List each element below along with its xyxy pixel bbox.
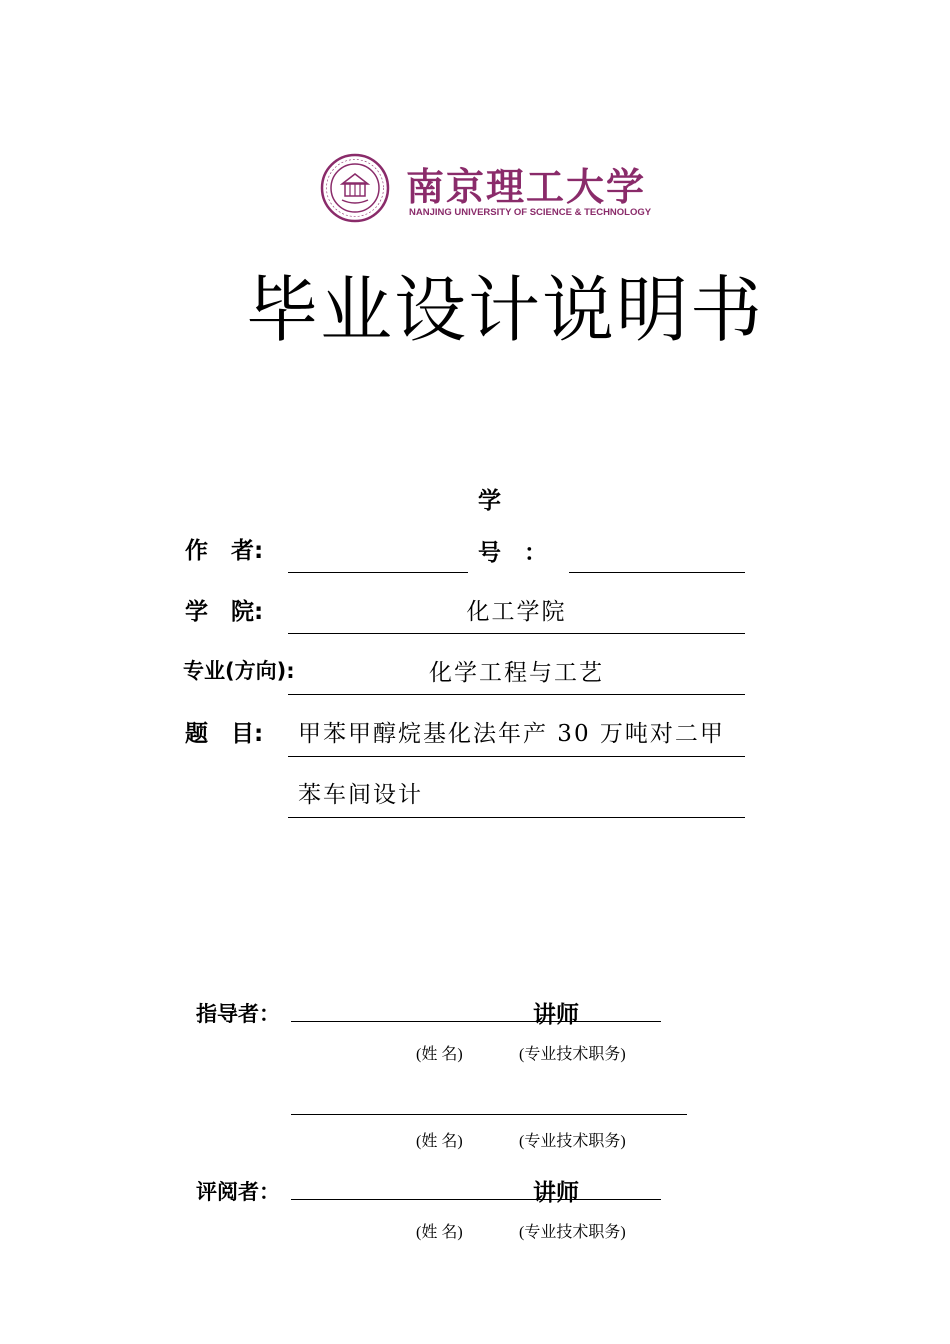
student-no-label-top: 学	[478, 488, 501, 514]
college-value: 化工学院	[466, 599, 567, 625]
student-no-label: 号 ：	[478, 540, 547, 566]
advisor-name-caption: (姓 名)	[416, 1046, 463, 1063]
advisor-title: 讲师	[533, 1002, 579, 1028]
advisor-title-caption: (专业技术职务)	[519, 1046, 626, 1063]
author-label: 作 者:	[185, 538, 264, 564]
topic-value-line2: 苯车间设计	[298, 782, 423, 808]
major-underline	[288, 694, 745, 695]
reviewer-title-caption: (专业技术职务)	[519, 1224, 626, 1241]
major-label: 专业(方向):	[183, 659, 295, 683]
topic-label: 题 目:	[185, 721, 264, 747]
second-title-caption: (专业技术职务)	[519, 1133, 626, 1150]
advisor-label: 指导者：	[196, 1002, 280, 1026]
reviewer-name-caption: (姓 名)	[416, 1224, 463, 1241]
topic-value-line1: 甲苯甲醇烷基化法年产 30 万吨对二甲	[298, 721, 725, 747]
student-no-underline	[569, 572, 745, 573]
reviewer-title: 讲师	[533, 1180, 579, 1206]
topic-underline-2	[288, 817, 745, 818]
document-title: 毕业设计说明书	[245, 268, 764, 352]
university-seal-icon	[320, 153, 390, 223]
university-name-en: NANJING UNIVERSITY OF SCIENCE & TECHNOLOGY	[409, 207, 652, 218]
college-underline	[288, 633, 745, 634]
college-label: 学 院:	[185, 599, 264, 625]
second-signature-underline	[291, 1114, 687, 1115]
reviewer-label: 评阅者：	[196, 1180, 280, 1204]
university-name-cn: 南京理工大学	[406, 164, 647, 209]
advisor-underline	[291, 1021, 661, 1022]
topic-underline-1	[288, 756, 745, 757]
major-value: 化学工程与工艺	[429, 660, 604, 686]
author-underline	[288, 572, 468, 573]
reviewer-underline	[291, 1199, 661, 1200]
second-name-caption: (姓 名)	[416, 1133, 463, 1150]
